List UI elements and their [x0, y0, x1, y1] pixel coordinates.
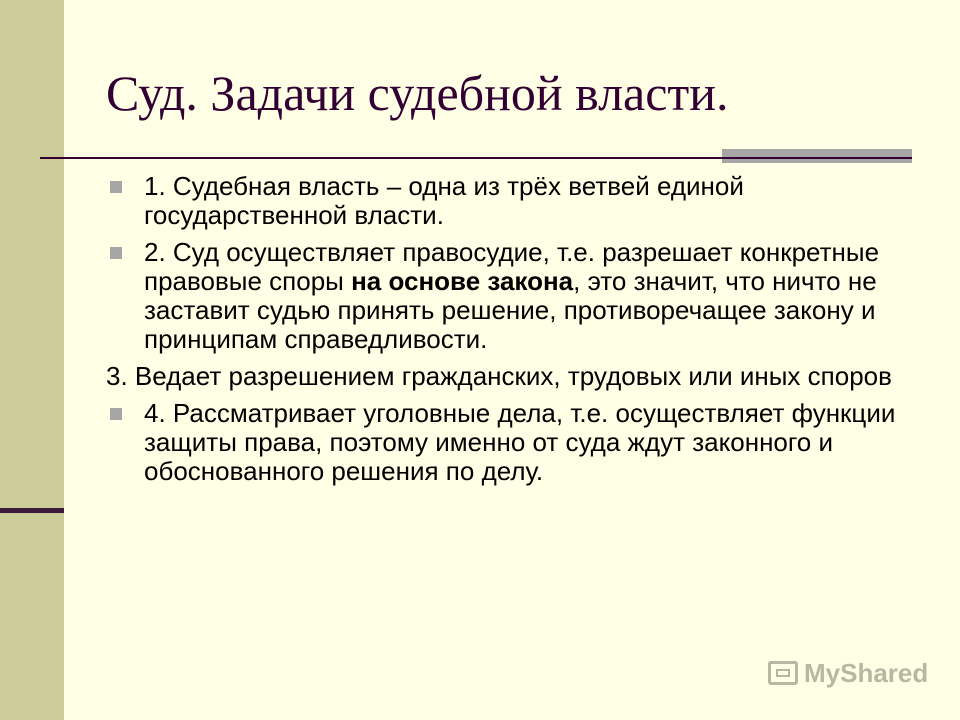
left-decorative-band: [0, 0, 64, 720]
list-item-text-bold: на основе закона: [351, 266, 574, 296]
list-item-text-before: 2. Суд осуществляет правосудие, т.е. разрешает конкретные правовые споры: [144, 237, 880, 296]
list-item-1: [106, 172, 896, 230]
slide-content: [106, 172, 896, 494]
square-bullet-icon: [110, 408, 122, 420]
watermark-text: MyShared: [804, 657, 929, 688]
square-bullet-icon: [110, 247, 122, 259]
list-item-text-after: , это значит, что ничто не заставит судью принять решение, противоречащее закону и принципам справедливости.: [144, 266, 877, 354]
left-accent-bar: [0, 508, 64, 513]
list-item-text: 4. Рассматривает уголовные дела, т.е. осуществляет функции защиты права, поэтому именно от суда ждут законного и обоснованного решения по делу.: [144, 398, 896, 486]
list-item-3: [106, 362, 896, 391]
slide-title: Суд. Задачи судебной власти.: [106, 65, 729, 121]
presentation-icon: [768, 661, 798, 685]
list-item-text: 3. Ведает разрешением гражданских, трудовых или иных споров: [106, 361, 892, 391]
list-item-text: 1. Судебная власть – одна из трёх ветвей единой государственной власти.: [144, 171, 744, 230]
square-bullet-icon: [110, 181, 122, 193]
list-item-4: [106, 399, 896, 486]
watermark-logo: [768, 656, 928, 690]
title-divider-accent: [722, 149, 912, 157]
title-divider-accent-lower: [722, 159, 912, 163]
list-item-2: [106, 238, 896, 354]
